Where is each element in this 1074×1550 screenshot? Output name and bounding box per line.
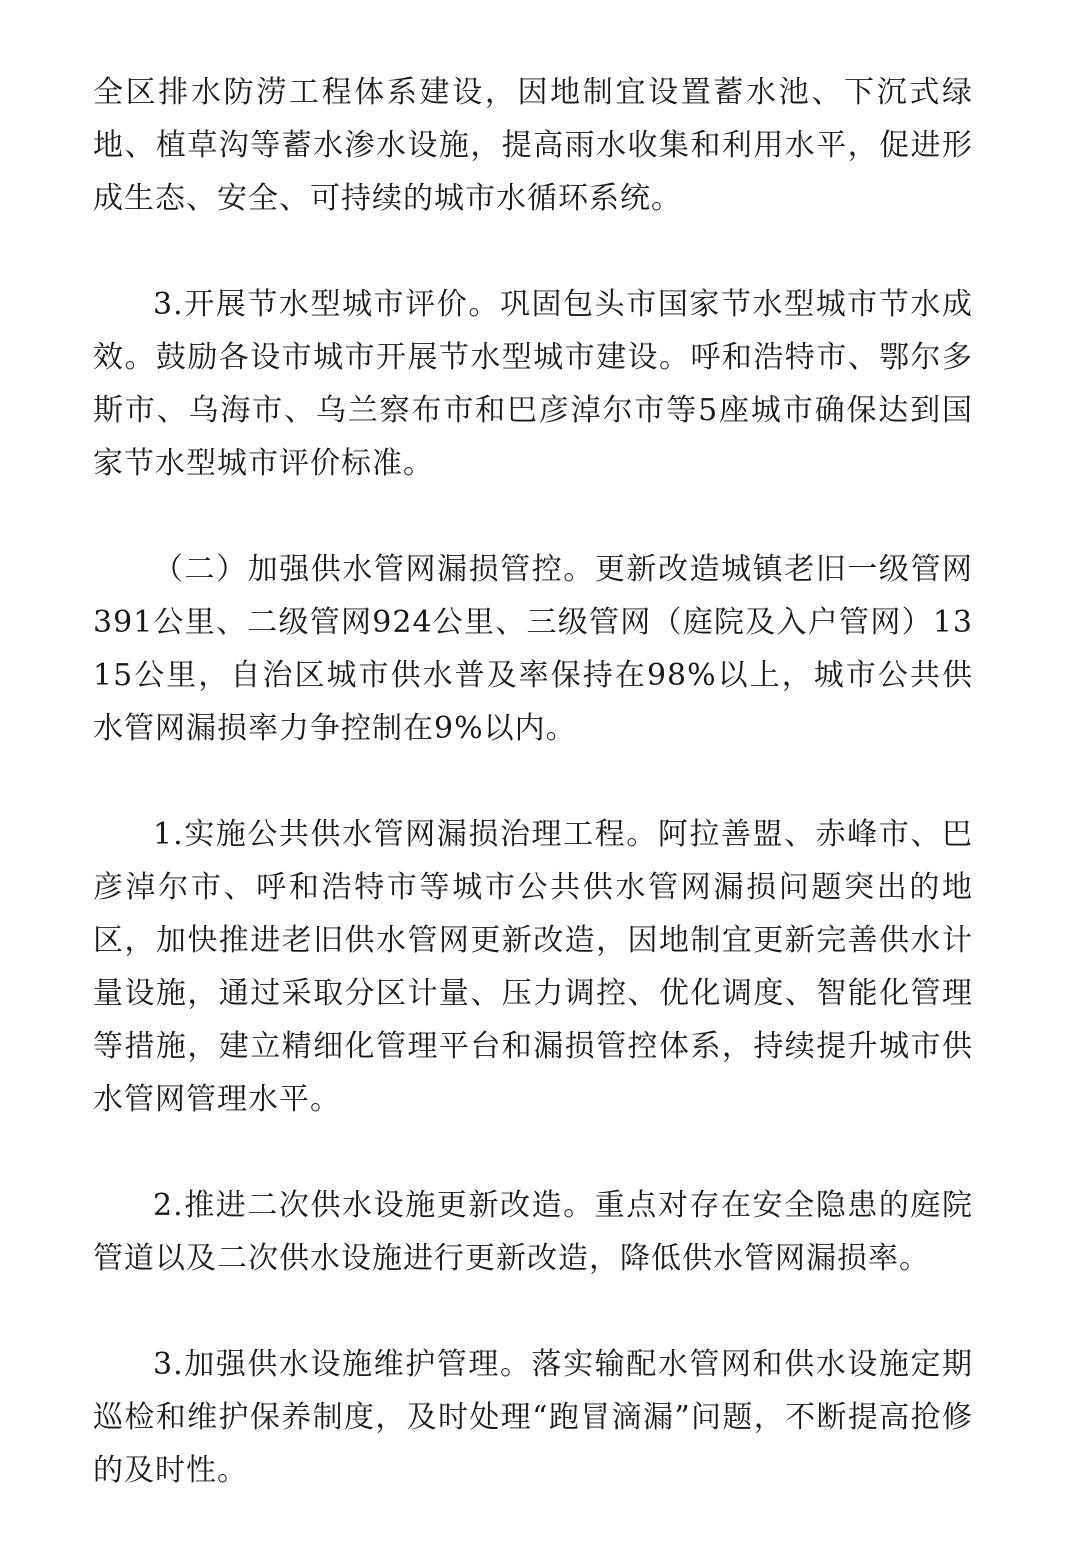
paragraph-pipe-leakage-control: （二）加强供水管网漏损管控。更新改造城镇老旧一级管网391公里、二级管网924公里、三级管网（庭院及入户管网）1315公里，自治区城市供水普及率保持在98%以上，城市公共供水管网漏损率力争控制在9%以内。: [93, 552, 973, 746]
paragraph-secondary-supply-renovation: 2.推进二次供水设施更新改造。重点对存在安全隐患的庭院管道以及二次供水设施进行更新改造，降低供水管网漏损率。: [93, 1188, 973, 1276]
paragraph-drainage-continuation: 全区排水防涝工程体系建设，因地制宜设置蓄水池、下沉式绿地、植草沟等蓄水渗水设施，提高雨水收集和利用水平，促进形成生态、安全、可持续的城市水循环系统。: [93, 75, 973, 216]
document-body: [93, 66, 973, 1550]
paragraph-leakage-treatment-project: 1.实施公共供水管网漏损治理工程。阿拉善盟、赤峰市、巴彦淖尔市、呼和浩特市等城市公共供水管网漏损问题突出的地区，加快推进老旧供水管网更新改造，因地制宜更新完善供水计量设施，通过采取分区计量、压力调控、优化调度、智能化管理等措施，建立精细化管理平台和漏损管控体系，持续提升城市供水管网管理水平。: [93, 817, 973, 1117]
paragraph-facility-maintenance: 3.加强供水设施维护管理。落实输配水管网和供水设施定期巡检和维护保养制度，及时处理“跑冒滴漏”问题，不断提高抢修的及时性。: [93, 1347, 973, 1488]
paragraph-water-saving-city-evaluation: 3.开展节水型城市评价。巩固包头市国家节水型城市节水成效。鼓励各设市城市开展节水型城市建设。呼和浩特市、鄂尔多斯市、乌海市、乌兰察布市和巴彦淖尔市等5座城市确保达到国家节水型城市评价标准。: [93, 287, 973, 481]
